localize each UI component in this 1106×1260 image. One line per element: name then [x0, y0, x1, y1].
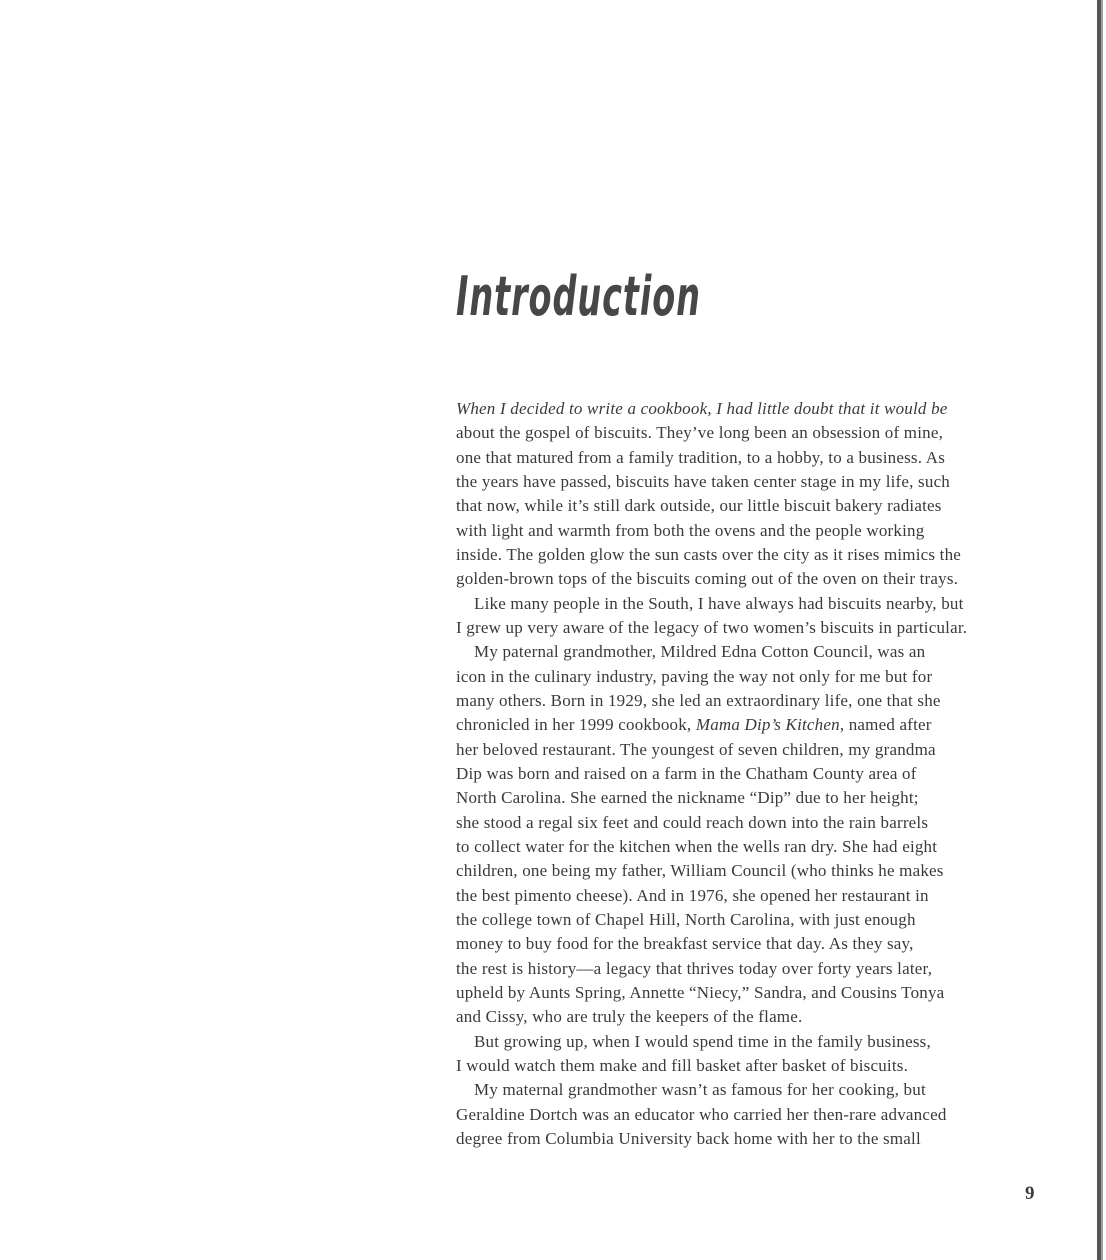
page-number: 9 — [1025, 1183, 1035, 1204]
text-line: the college town of Chapel Hill, North Carolina, with just enough — [456, 909, 916, 929]
text-line: I grew up very aware of the legacy of two women’s biscuits in particular. — [456, 617, 968, 637]
text-line: chronicled in her 1999 cookbook, Mama Dip’s Kitchen, named after — [456, 715, 932, 735]
text-line: many others. Born in 1929, she led an extraordinary life, one that she — [456, 690, 941, 710]
text-line: and Cissy, who are truly the keepers of the flame. — [456, 1007, 803, 1027]
chapter-title: Introduction — [456, 265, 701, 328]
paragraph — [456, 397, 1040, 592]
text-line: When I decided to write a cookbook, I had little doubt that it would be — [456, 399, 948, 418]
text-line: the best pimento cheese). And in 1976, she opened her restaurant in — [456, 885, 929, 905]
paragraph — [456, 592, 1040, 641]
text-line: about the gospel of biscuits. They’ve long been an obsession of mine, — [456, 423, 944, 443]
page-edge-highlight — [1101, 0, 1103, 1260]
text-line: My paternal grandmother, Mildred Edna Cotton Council, was an — [474, 642, 926, 662]
text-line: I would watch them make and fill basket after basket of biscuits. — [456, 1055, 909, 1075]
text-line: with light and warmth from both the ovens and the people working — [456, 520, 925, 540]
paragraph — [456, 1030, 1040, 1079]
text-line: North Carolina. She earned the nickname “Dip” due to her height; — [456, 788, 919, 808]
text-line: But growing up, when I would spend time in the family business, — [474, 1031, 931, 1051]
text-line: children, one being my father, William Council (who thinks he makes — [456, 861, 944, 881]
text-line: Dip was born and raised on a farm in the Chatham County area of — [456, 763, 917, 783]
body-text — [456, 397, 1040, 1151]
paragraph — [456, 1078, 1040, 1151]
text-line: icon in the culinary industry, paving the way not only for me but for — [456, 666, 933, 686]
text-line: Geraldine Dortch was an educator who carried her then-rare advanced — [456, 1104, 947, 1124]
text-line: her beloved restaurant. The youngest of seven children, my grandma — [456, 739, 936, 759]
text-line: the rest is history—a legacy that thrives today over forty years later, — [456, 958, 933, 978]
paragraph — [456, 640, 1040, 1029]
text-line: upheld by Aunts Spring, Annette “Niecy,” Sandra, and Cousins Tonya — [456, 982, 945, 1002]
text-line: one that matured from a family tradition, to a hobby, to a business. As — [456, 447, 946, 467]
text-line: inside. The golden glow the sun casts over the city as it rises mimics the — [456, 544, 962, 564]
text-line: degree from Columbia University back home with her to the small — [456, 1128, 921, 1148]
text-line: to collect water for the kitchen when the wells ran dry. She had eight — [456, 836, 938, 856]
text-line: that now, while it’s still dark outside, our little biscuit bakery radiates — [456, 496, 942, 516]
text-line: the years have passed, biscuits have taken center stage in my life, such — [456, 471, 951, 491]
text-line: she stood a regal six feet and could reach down into the rain barrels — [456, 812, 929, 832]
text-line: My maternal grandmother wasn’t as famous for her cooking, but — [474, 1080, 926, 1100]
text-line: money to buy food for the breakfast service that day. As they say, — [456, 934, 914, 954]
text-line: Like many people in the South, I have always had biscuits nearby, but — [474, 593, 964, 613]
text-line: golden-brown tops of the biscuits coming out of the oven on their trays. — [456, 569, 959, 589]
